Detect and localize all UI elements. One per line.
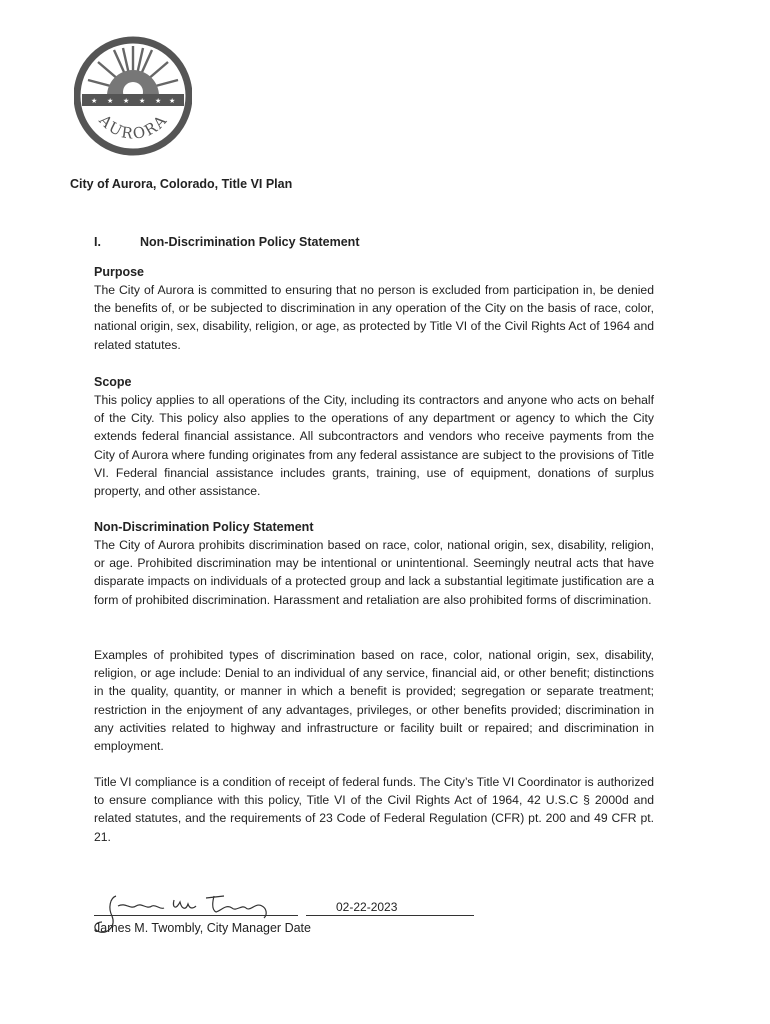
signature-line: [94, 915, 298, 916]
svg-text:★: ★: [155, 97, 162, 105]
purpose-heading: Purpose: [94, 265, 145, 279]
svg-text:★: ★: [107, 97, 114, 105]
scope-heading: Scope: [94, 375, 132, 389]
compliance-section: [94, 773, 654, 846]
policy-body: The City of Aurora prohibits discrimination based on race, color, national origin, sex, disability, religion, or age. Prohibited discrimination may be intentional or unintentional. Seemingly neutral acts that have disparate impacts on individuals of a protected group and lack a substantial legitimate justification are a form of prohibited discrimination. Harassment and retaliation are also prohibited forms of discrimination.: [94, 538, 654, 607]
signature-caption: James M. Twombly, City Manager Date: [94, 921, 311, 935]
svg-text:★: ★: [123, 97, 130, 105]
section-heading: [94, 235, 359, 249]
scope-body: This policy applies to all operations of the City, including its contractors and anyone who acts on behalf of the City. This policy also applies to the operations of any department or agency to which the City extends federal financial assistance. All subcontractors and vendors who receive payments from the City of Aurora where funding originates from any federal assistance are subject to the provisions of Title VI. Federal financial assistance includes grants, training, use of equipment, donations of surplus property, and other assistance.: [94, 393, 654, 499]
policy-section: [94, 520, 654, 609]
date-line: [306, 915, 474, 916]
section-title: Non-Discrimination Policy Statement: [140, 235, 360, 249]
purpose-section: [94, 265, 654, 354]
svg-text:AURORA: AURORA: [95, 110, 172, 143]
examples-section: [94, 646, 654, 755]
document-title: City of Aurora, Colorado, Title VI Plan: [70, 177, 293, 191]
svg-text:★: ★: [139, 97, 146, 105]
svg-text:★: ★: [169, 97, 176, 105]
scope-section: [94, 375, 654, 500]
city-of-aurora-logo: [74, 30, 192, 164]
signature-date: 02-22-2023: [336, 900, 398, 914]
compliance-body: Title VI compliance is a condition of receipt of federal funds. The City’s Title VI Coordinator is authorized to ensure compliance with this policy, Title VI of the Civil Rights Act of 1964, 42 U.S.C § 2000d and related statutes, and the requirements of 23 Code of Federal Regulation (CFR) pt. 200 and 49 CFR pt. 21.: [94, 775, 654, 844]
policy-heading: Non-Discrimination Policy Statement: [94, 520, 314, 534]
examples-body: Examples of prohibited types of discrimination based on race, color, national origin, sex, disability, religion, or age include: Denial to an individual of any service, financial aid, or other benefit; distinctions in the quality, quantity, or manner in which a benefit is provided; segregation or separate treatment; restriction in the enjoyment of any advantages, privileges, or other benefits provided; discrimination in any activities related to highway and infrastructure or facility built or repaired; and discrimination in employment.: [94, 648, 654, 754]
svg-text:★: ★: [91, 97, 98, 105]
purpose-body: The City of Aurora is committed to ensuring that no person is excluded from participation in, be denied the benefits of, or be subjected to discrimination in any operation of the City on the basis of race, color, national origin, sex, disability, religion, or age, as protected by Title VI of the Civil Rights Act of 1964 and related statutes.: [94, 283, 654, 352]
section-number: I.: [94, 235, 101, 249]
